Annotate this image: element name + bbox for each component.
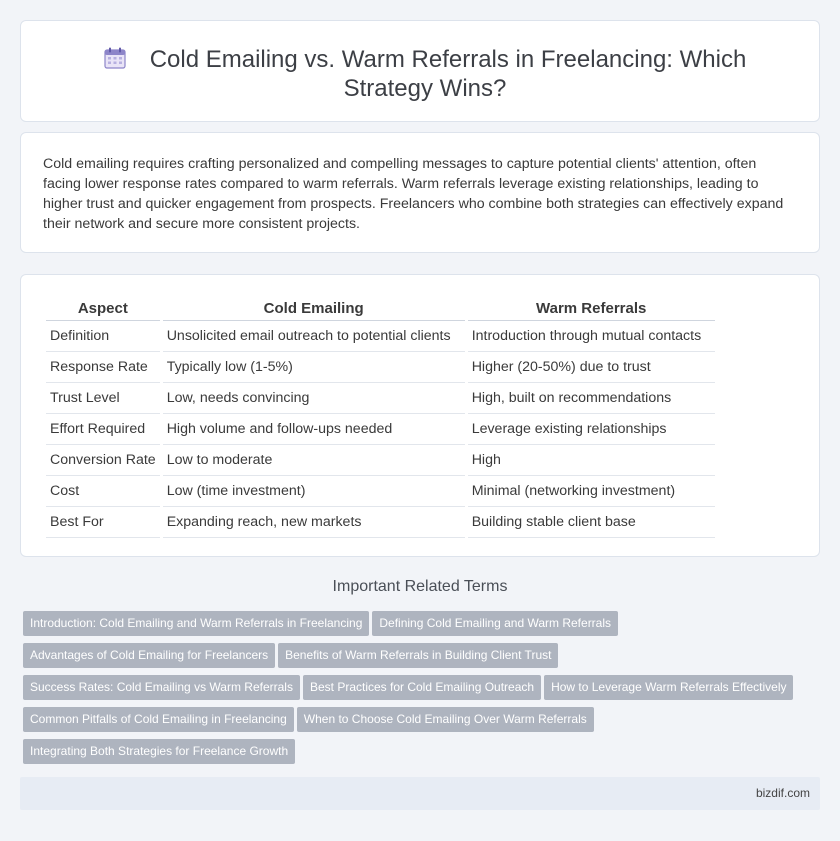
cell-aspect: Definition [46,321,160,352]
cell-warm: Building stable client base [468,507,715,538]
cell-cold: Low (time investment) [163,476,465,507]
related-tag[interactable]: Common Pitfalls of Cold Emailing in Freelancing [23,707,294,732]
header-cold-emailing: Cold Emailing [163,295,465,321]
cell-cold: High volume and follow-ups needed [163,414,465,445]
intro-paragraph: Cold emailing requires crafting personalized and compelling messages to capture potential clients' attention, often facing lower response rates compared to warm referrals. Warm referrals leverage existing relationships, leading to higher trust and quicker engagement from prospects. Freelancers who combine both strategies can effectively expand their network and secure more consistent projects. [43,156,784,232]
footer [20,777,820,810]
header-aspect: Aspect [46,295,160,321]
calendar-icon [104,47,126,69]
cell-aspect: Best For [46,507,160,538]
related-tag[interactable]: Introduction: Cold Emailing and Warm Referrals in Freelancing [23,611,369,636]
table-row [46,445,715,476]
cell-aspect: Conversion Rate [46,445,160,476]
related-tag[interactable]: Success Rates: Cold Emailing vs Warm Referrals [23,675,300,700]
cell-aspect: Trust Level [46,383,160,414]
cell-cold: Low to moderate [163,445,465,476]
related-terms-tags [23,611,823,771]
related-tag[interactable]: How to Leverage Warm Referrals Effectively [544,675,793,700]
related-tag[interactable]: Best Practices for Cold Emailing Outreach [303,675,541,700]
comparison-table [43,295,718,538]
cell-warm: High, built on recommendations [468,383,715,414]
table-header-row [46,295,715,321]
related-tag[interactable]: Benefits of Warm Referrals in Building Client Trust [278,643,558,668]
cell-aspect: Effort Required [46,414,160,445]
table-row [46,321,715,352]
cell-cold: Unsolicited email outreach to potential clients [163,321,465,352]
cell-aspect: Response Rate [46,352,160,383]
table-row [46,507,715,538]
cell-warm: Minimal (networking investment) [468,476,715,507]
cell-warm: Leverage existing relationships [468,414,715,445]
related-tag[interactable]: Integrating Both Strategies for Freelance Growth [23,739,295,764]
footer-site-link[interactable]: bizdif.com [755,786,810,800]
cell-aspect: Cost [46,476,160,507]
table-row [46,383,715,414]
header-warm-referrals: Warm Referrals [468,295,715,321]
related-terms-title: Important Related Terms [332,578,508,595]
related-tag[interactable]: Defining Cold Emailing and Warm Referrals [372,611,618,636]
page-title-wrap [61,45,789,103]
cell-cold: Typically low (1-5%) [163,352,465,383]
table-row [46,476,715,507]
cell-warm: Higher (20-50%) due to trust [468,352,715,383]
related-tag[interactable]: Advantages of Cold Emailing for Freelancers [23,643,275,668]
intro-card [20,132,820,253]
cell-warm: High [468,445,715,476]
title-card [20,20,820,122]
cell-cold: Low, needs convincing [163,383,465,414]
page-title: Cold Emailing vs. Warm Referrals in Freelancing: Which Strategy Wins? [149,46,747,102]
table-row [46,352,715,383]
cell-warm: Introduction through mutual contacts [468,321,715,352]
table-row [46,414,715,445]
related-tag[interactable]: When to Choose Cold Emailing Over Warm Referrals [297,707,594,732]
cell-cold: Expanding reach, new markets [163,507,465,538]
comparison-card [20,274,820,557]
